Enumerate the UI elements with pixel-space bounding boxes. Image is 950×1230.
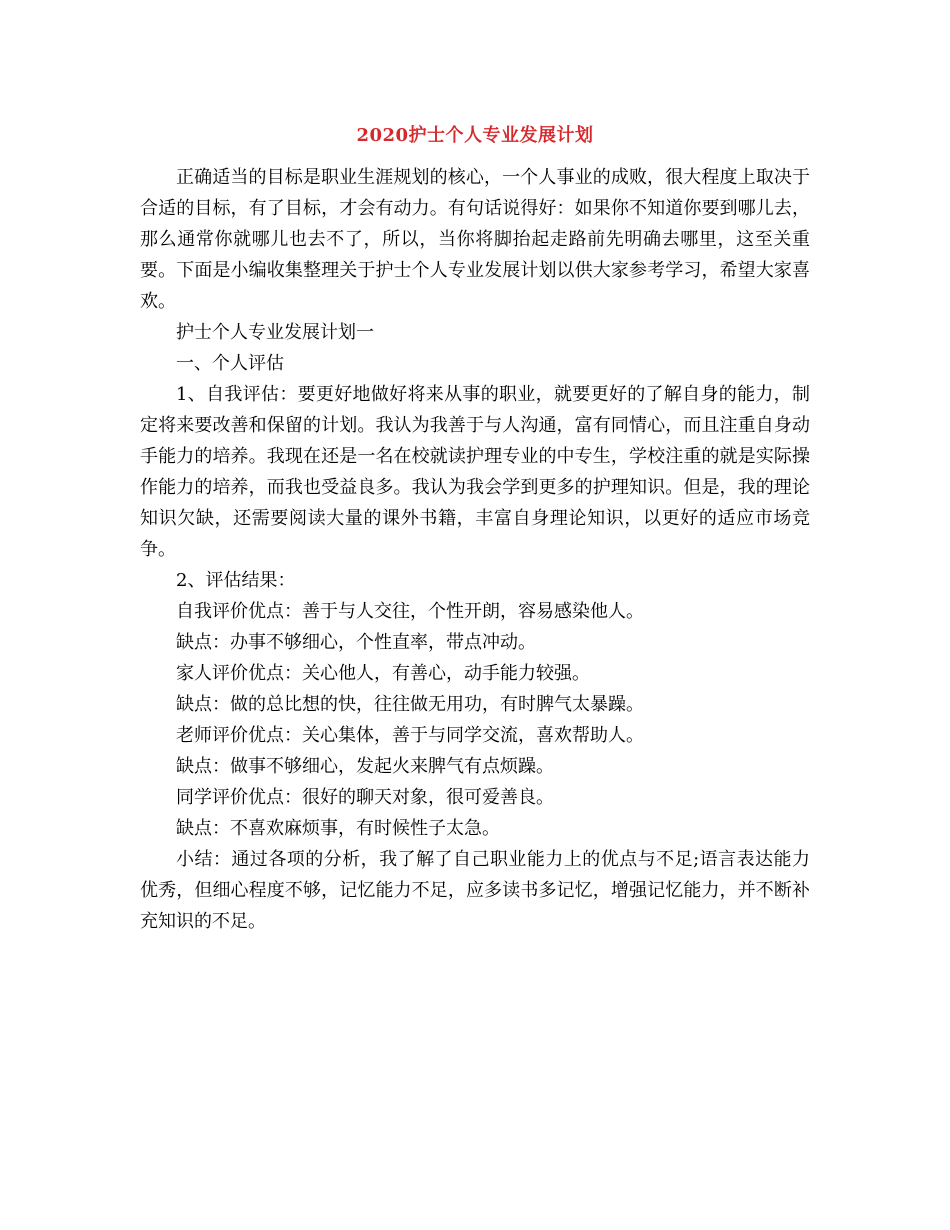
paragraph-classmate-weaknesses: 缺点：不喜欢麻烦事，有时候性子太急。 — [176, 818, 500, 839]
paragraph-summary: 小结：通过各项的分析，我了解了自己职业能力上的优点与不足;语言表达能力优秀，但细心程度不够，记忆能力不足，应多读书多记忆，增强记忆能力，并不断补充知识的不足。 — [140, 849, 810, 932]
section-heading-plan-one: 护士个人专业发展计划一 — [176, 322, 374, 343]
paragraph-teacher-strengths: 老师评价优点：关心集体，善于与同学交流，喜欢帮助人。 — [176, 725, 644, 746]
document-body — [140, 162, 810, 937]
paragraph-family-strengths: 家人评价优点：关心他人，有善心，动手能力较强。 — [176, 663, 590, 684]
document-title: 2020护士个人专业发展计划 — [356, 125, 594, 146]
paragraph-assessment-results: 2、评估结果： — [176, 570, 296, 591]
paragraph-family-weaknesses: 缺点：做的总比想的快，往往做无用功，有时脾气太暴躁。 — [176, 694, 644, 715]
paragraph-intro: 正确适当的目标是职业生涯规划的核心，一个人事业的成败，很大程度上取决于合适的目标，有了目标，才会有动力。有句话说得好：如果你不知道你要到哪儿去，那么通常你就哪儿也去不了，所以，当你将脚抬起走路前先明确去哪里，这至关重要。下面是小编收集整理关于护士个人专业发展计划以供大家参考学习，希望大家喜欢。 — [140, 167, 810, 312]
paragraph-self-weaknesses: 缺点：办事不够细心，个性直率，带点冲动。 — [176, 632, 536, 653]
paragraph-self-assessment: 1、自我评估：要更好地做好将来从事的职业，就要更好的了解自身的能力，制定将来要改善和保留的计划。我认为我善于与人沟通，富有同情心，而且注重自身动手能力的培养。我现在还是一名在校就读护理专业的中专生，学校注重的就是实际操作能力的培养，而我也受益良多。我认为我会学到更多的护理知识。但是，我的理论知识欠缺，还需要阅读大量的课外书籍，丰富自身理论知识，以更好的适应市场竞争。 — [140, 384, 810, 560]
paragraph-teacher-weaknesses: 缺点：做事不够细心，发起火来脾气有点烦躁。 — [176, 756, 554, 777]
paragraph-classmate-strengths: 同学评价优点：很好的聊天对象，很可爱善良。 — [176, 787, 554, 808]
paragraph-self-strengths: 自我评价优点：善于与人交往，个性开朗，容易感染他人。 — [176, 601, 644, 622]
section-heading-personal-assessment: 一、个人评估 — [176, 353, 284, 374]
